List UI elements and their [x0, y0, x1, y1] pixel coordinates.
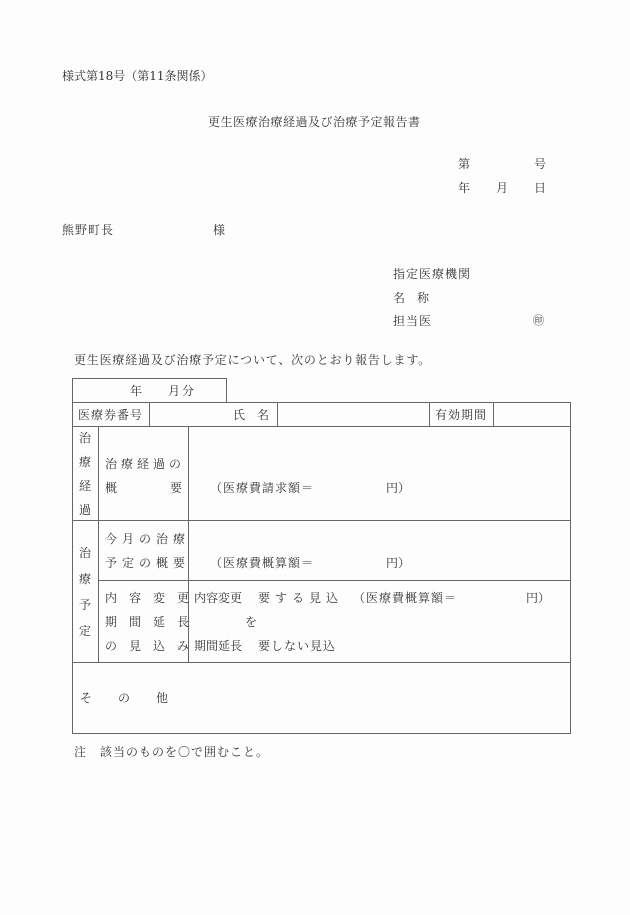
doc-number-suffix: 号	[534, 157, 547, 171]
monthly-plan-label-line2: 予定の概要	[105, 556, 191, 570]
divider	[72, 662, 571, 663]
ticket-number-label: 医療券番号	[78, 408, 144, 422]
revised-estimate-amount-label: （医療費概算額＝	[353, 591, 458, 605]
intro-text: 更生医療経過及び治療予定について、次のとおり報告します。	[74, 353, 431, 367]
estimate-amount-label: （医療費概算額＝	[210, 556, 315, 570]
progress-summary-label-line1: 治療経過の	[105, 457, 186, 471]
billing-amount-label: （医療費請求額＝	[210, 481, 315, 495]
divider	[72, 378, 227, 379]
addressee-name: 熊野町長	[62, 223, 115, 237]
footnote: 注 該当のものを〇で囲むこと。	[74, 745, 270, 759]
date-month: 月	[496, 181, 509, 195]
other-label-3: 他	[156, 691, 169, 705]
divider	[277, 402, 278, 426]
patient-name-field[interactable]	[279, 404, 427, 424]
monthly-plan-label-line1: 今月の治療	[105, 532, 191, 546]
divider	[98, 426, 99, 662]
doc-number-prefix: 第	[458, 157, 471, 171]
period-month: 月分	[168, 384, 197, 398]
divider	[98, 580, 571, 581]
option-requires-expected[interactable]: 要する見込	[258, 591, 344, 605]
divider	[493, 402, 494, 426]
institution-name-label: 名 称	[393, 291, 430, 305]
divider	[72, 733, 571, 734]
period-year: 年	[130, 384, 143, 398]
billing-amount-unit: 円）	[386, 481, 411, 495]
divider	[570, 402, 571, 734]
date-year: 年	[458, 181, 471, 195]
institution-label: 指定医療機関	[393, 267, 472, 281]
change-extension-label-line1: 内容変更	[105, 591, 202, 605]
seal-icon: ㊞	[533, 314, 544, 327]
other-label-1: そ	[80, 691, 93, 705]
divider	[149, 402, 150, 426]
revised-estimate-amount-unit: 円）	[526, 591, 551, 605]
divider	[72, 378, 73, 734]
option-content-change[interactable]: 内容変更	[194, 591, 243, 605]
change-extension-label-line2: 期間延長	[105, 615, 202, 629]
option-connector: を	[245, 615, 258, 629]
divider	[72, 520, 571, 521]
progress-summary-label-line2b: 要	[170, 481, 183, 495]
document-title: 更生医療治療経過及び治療予定報告書	[208, 115, 421, 129]
doc-number-field[interactable]	[472, 156, 532, 172]
other-label-2: の	[118, 691, 131, 705]
option-period-extension[interactable]: 期間延長	[194, 639, 243, 653]
progress-summary-label-line2a: 概	[105, 481, 118, 495]
section-treatment-plan-label: 治 療 予 定	[78, 546, 91, 638]
form-number: 様式第18号（第11条関係）	[62, 69, 213, 83]
change-extension-label-line3: の見込み	[105, 639, 202, 653]
divider	[72, 402, 571, 403]
validity-field[interactable]	[495, 404, 568, 424]
divider	[72, 426, 571, 427]
section-treatment-progress-label: 治 療 経 過	[78, 431, 91, 517]
divider	[429, 402, 430, 426]
addressee-honorific: 様	[213, 223, 226, 237]
other-field[interactable]	[180, 664, 568, 731]
date-day: 日	[534, 181, 547, 195]
progress-summary-field[interactable]	[190, 428, 568, 518]
doctor-label: 担当医	[393, 314, 433, 328]
estimate-amount-unit: 円）	[386, 556, 411, 570]
patient-name-label: 氏 名	[233, 408, 270, 422]
option-not-required-expected[interactable]: 要しない見込	[258, 639, 337, 653]
validity-label: 有効期間	[435, 408, 488, 422]
divider	[226, 378, 227, 403]
ticket-number-field[interactable]	[151, 404, 225, 424]
